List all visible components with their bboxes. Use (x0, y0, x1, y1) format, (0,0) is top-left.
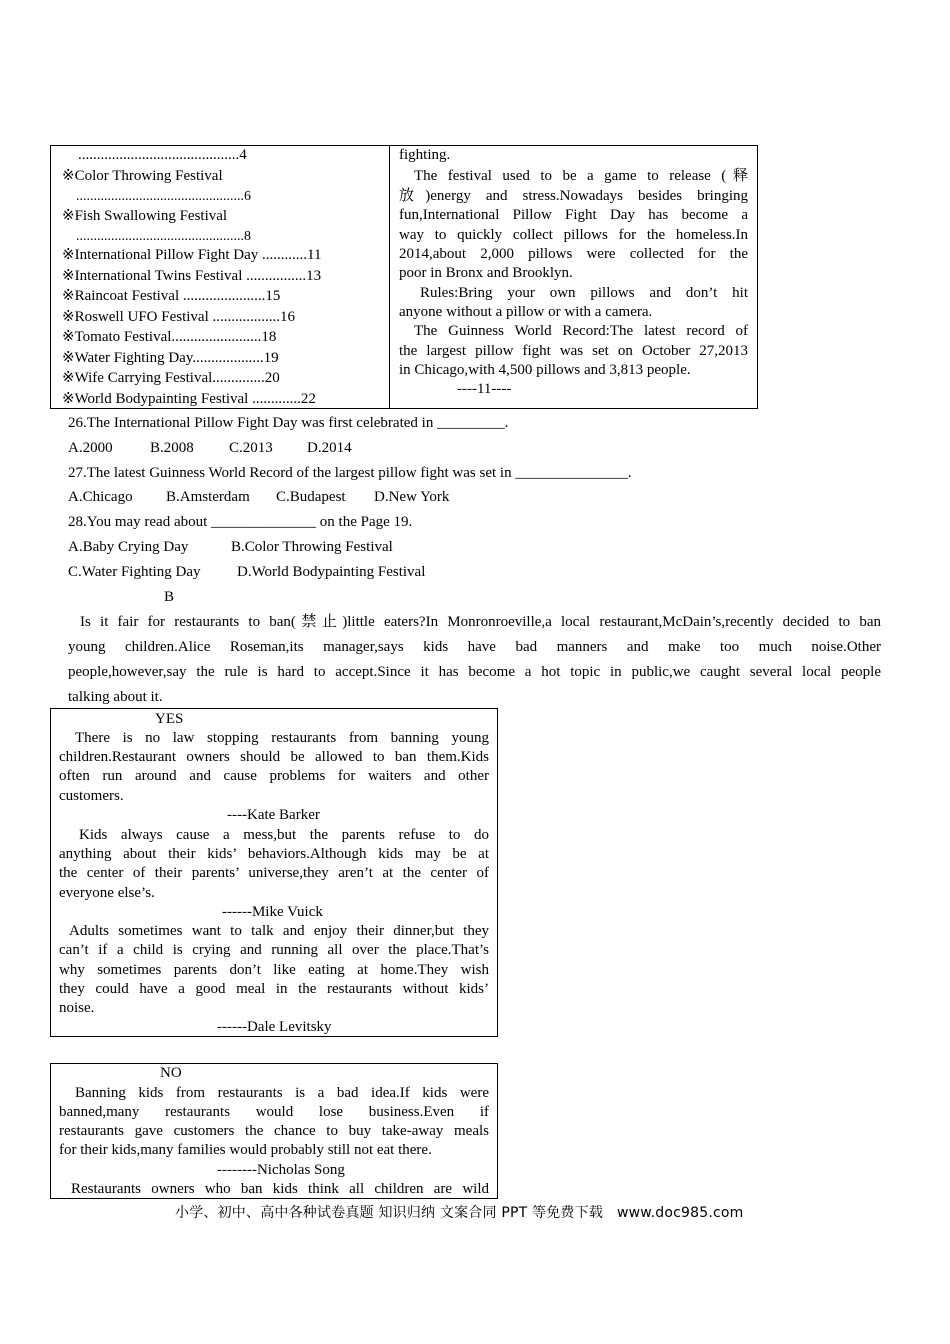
contents-item: ................................................6 (76, 189, 251, 204)
article-line: in Chicago,with 4,500 pillows and 3,813 people. (399, 362, 691, 378)
box-title: YES (155, 711, 184, 727)
contents-item: ※Color Throwing Festival (62, 168, 223, 184)
contents-item: ※Raincoat Festival ......................15 (62, 288, 281, 304)
opinion-line: restaurants gave customers the chance to buy take-away meals (59, 1123, 489, 1139)
contents-item: ...........................................4 (78, 147, 247, 163)
opinion-line: why sometimes parents don’t like eating at home.They wish (59, 962, 489, 978)
contents-item: ※Water Fighting Day...................19 (62, 350, 279, 366)
opinion-line: anything about their kids’ behaviors.Although kids may be at (59, 846, 489, 862)
opinion-line: children.Restaurant owners should be allowed to ban them.Kids (59, 749, 489, 765)
opinion-line: There is no law stopping restaurants from banning young (75, 730, 489, 746)
opinion-line: Restaurants owners who ban kids think all children are wild (71, 1181, 489, 1197)
article-line: 2014,about 2,000 pillows were collected for the (399, 246, 748, 262)
option: B.Amsterdam (166, 489, 250, 505)
question-stem: 27.The latest Guinness World Record of the largest pillow fight was set in _______________. (68, 465, 632, 481)
table-divider (389, 145, 390, 409)
option: A.Chicago (68, 489, 133, 505)
contents-item: ................................................8 (76, 229, 251, 244)
article-line: The Guinness World Record:The latest record of (414, 323, 748, 339)
opinion-author: ------Mike Vuick (222, 904, 323, 920)
page-footer: 小学、初中、高中各种试卷真题 知识归纳 文案合同 PPT 等免费下载 www.doc985.com (175, 1205, 744, 1221)
option: D.World Bodypainting Festival (237, 564, 426, 580)
opinion-line: Kids always cause a mess,but the parents refuse to do (79, 827, 489, 843)
option: A.2000 (68, 440, 113, 456)
contents-item: ※Tomato Festival........................18 (62, 329, 277, 345)
article-line: anyone without a pillow or with a camera. (399, 304, 653, 320)
opinion-author: ----Kate Barker (227, 807, 320, 823)
opinion-line: the center of their parents’ universe,they aren’t at the center of (59, 865, 489, 881)
opinion-line: Adults sometimes want to talk and enjoy their dinner,but they (69, 923, 489, 939)
article-line: fun,International Pillow Fight Day has become a (399, 207, 748, 223)
option: A.Baby Crying Day (68, 539, 189, 555)
contents-item: ※Roswell UFO Festival ..................16 (62, 309, 295, 325)
opinion-line: for their kids,many families would probably still not eat there. (59, 1142, 432, 1158)
article-line: 放)energy and stress.Nowadays besides bringing (399, 188, 748, 204)
opinion-author: --------Nicholas Song (217, 1162, 345, 1178)
contents-item: ※World Bodypainting Festival .............22 (62, 391, 316, 407)
article-line: fighting. (399, 147, 451, 163)
page-number: ----11---- (457, 381, 512, 397)
contents-item: ※International Pillow Fight Day ............11 (62, 247, 322, 263)
option: C.Water Fighting Day (68, 564, 201, 580)
contents-item: ※Wife Carrying Festival..............20 (62, 370, 280, 386)
intro-line: Is it fair for restaurants to ban(禁止)little eaters?In Monronroeville,a local restaurant,McDain’s,recently decided to ban (80, 614, 881, 630)
option: D.2014 (307, 440, 352, 456)
article-line: poor in Bronx and Brooklyn. (399, 265, 573, 281)
question-stem: 26.The International Pillow Fight Day was first celebrated in _________. (68, 415, 509, 431)
opinion-line: can’t if a child is crying and running all over the place.That’s (59, 942, 489, 958)
option: B.2008 (150, 440, 194, 456)
opinion-line: noise. (59, 1000, 95, 1016)
opinion-author: ------Dale Levitsky (217, 1019, 332, 1035)
contents-item: ※International Twins Festival ................13 (62, 268, 322, 284)
article-line: the largest pillow fight was set on October 27,2013 (399, 343, 748, 359)
opinion-line: banned,many restaurants would lose business.Even if (59, 1104, 489, 1120)
section-label: B (164, 589, 175, 605)
article-line: way to quickly collect pillows for the homeless.In (399, 227, 748, 243)
contents-item: ※Fish Swallowing Festival (62, 208, 228, 224)
option: C.2013 (229, 440, 273, 456)
opinion-line: everyone else’s. (59, 885, 155, 901)
intro-line: people,however,say the rule is hard to accept.Since it has become a hot topic in public,we caught several local people (68, 664, 881, 680)
article-line: The festival used to be a game to release (释 (414, 168, 748, 184)
opinion-line: they could have a good meal in the restaurants without kids’ (59, 981, 489, 997)
box-title: NO (160, 1065, 182, 1081)
intro-line: talking about it. (68, 689, 163, 705)
option: B.Color Throwing Festival (231, 539, 393, 555)
opinion-line: customers. (59, 788, 124, 804)
article-line: Rules:Bring your own pillows and don’t hit (420, 285, 748, 301)
opinion-line: often run around and cause problems for waiters and other (59, 768, 489, 784)
opinion-line: Banning kids from restaurants is a bad idea.If kids were (75, 1085, 489, 1101)
option: C.Budapest (276, 489, 346, 505)
question-stem: 28.You may read about ______________ on the Page 19. (68, 514, 413, 530)
intro-line: young children.Alice Roseman,its manager,says kids have bad manners and make too much noise.Other (68, 639, 881, 655)
option: D.New York (374, 489, 450, 505)
